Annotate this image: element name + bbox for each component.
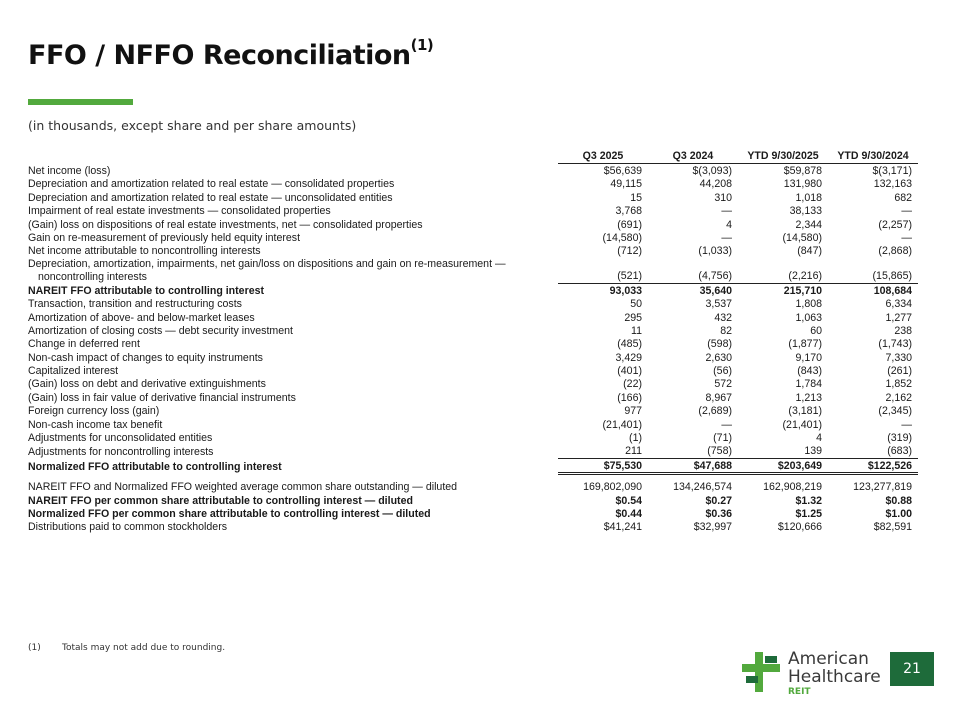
row-label <box>28 404 558 417</box>
cell-value: (319) <box>887 432 912 445</box>
row-label-text: Adjustments for noncontrolling interests <box>28 445 214 458</box>
row-label <box>28 311 558 324</box>
cell-value: — <box>901 418 912 431</box>
row-label <box>28 283 558 297</box>
cell-value: 6,334 <box>885 298 912 311</box>
cell-value: (401) <box>617 365 642 378</box>
cell-value: (691) <box>617 218 642 231</box>
cell-value: — <box>721 231 732 244</box>
cell-value: 1,852 <box>885 378 912 391</box>
row-label-text: Impairment of real estate investments — consolidated properties <box>28 205 331 218</box>
header-q3-2024: Q3 2024 <box>648 148 738 164</box>
cell-value: (15,865) <box>872 270 912 283</box>
cell-value: (21,401) <box>602 418 642 431</box>
cell-value: — <box>721 418 732 431</box>
footnote <box>28 643 225 653</box>
header-q3-2025: Q3 2025 <box>558 148 648 164</box>
row-label <box>28 431 558 444</box>
table-row <box>28 231 918 244</box>
cell-value: 4 <box>816 432 822 445</box>
row-label <box>28 204 558 217</box>
logo-line-3: REIT <box>788 687 811 697</box>
cell-value: (261) <box>887 365 912 378</box>
cell-value: 35,640 <box>648 283 738 297</box>
row-label-text: Amortization of above- and below-market leases <box>28 311 255 324</box>
subtitle: (in thousands, except share and per share amounts) <box>28 118 357 133</box>
cell-value: (4,756) <box>698 270 732 283</box>
cell-value: (14,580) <box>782 231 822 244</box>
header-ytd-2025: YTD 9/30/2025 <box>738 148 828 164</box>
reconciliation-table <box>28 148 918 534</box>
cell-value: $0.88 <box>885 494 912 507</box>
table-row <box>28 418 918 431</box>
row-label-text: Distributions paid to common stockholders <box>28 521 228 534</box>
cell-value: (521) <box>617 270 642 283</box>
cell-value: — <box>721 205 732 218</box>
table-row <box>28 297 918 310</box>
header-blank <box>28 148 558 164</box>
cell-value: $203,649 <box>738 458 828 473</box>
cell-value: 162,908,219 <box>763 481 822 494</box>
cell-value: (485) <box>617 338 642 351</box>
row-label <box>28 297 558 310</box>
cell-value: 2,344 <box>795 218 822 231</box>
cell-value: 977 <box>624 405 642 418</box>
row-label-text: Capitalized interest <box>28 365 119 378</box>
cell-value: 60 <box>810 324 822 337</box>
table-row <box>28 283 918 297</box>
row-label-text: Non-cash impact of changes to equity instruments <box>28 351 263 364</box>
cell-value: $(3,093) <box>692 164 732 177</box>
row-label <box>28 474 558 494</box>
cell-value: $0.44 <box>615 507 642 520</box>
footnote-mark: (1) <box>28 643 41 653</box>
company-logo <box>740 650 880 698</box>
cell-value: 11 <box>631 324 642 337</box>
cell-value: (683) <box>887 445 912 458</box>
cell-value: (22) <box>623 378 642 391</box>
cell-value: (1,743) <box>878 338 912 351</box>
page-title <box>28 36 434 71</box>
row-label <box>28 177 558 190</box>
row-label-text: (Gain) loss on dispositions of real estate investments, net — consolidated properties <box>28 218 423 231</box>
row-label-text: Adjustments for unconsolidated entities <box>28 432 213 445</box>
row-label <box>28 218 558 231</box>
row-label <box>28 191 558 204</box>
row-label <box>28 444 558 458</box>
cell-value: — <box>901 205 912 218</box>
table-row <box>28 494 918 507</box>
row-label-text: NAREIT FFO attributable to controlling interest <box>28 284 265 297</box>
row-label <box>28 507 558 520</box>
cell-value: 169,802,090 <box>583 481 642 494</box>
table-row <box>28 324 918 337</box>
page-number: 21 <box>890 652 934 686</box>
row-label-text: Net income (loss) <box>28 164 111 177</box>
table-row <box>28 311 918 324</box>
cell-value: (758) <box>707 445 732 458</box>
row-label-text: Non-cash income tax benefit <box>28 418 163 431</box>
table-row <box>28 404 918 417</box>
cell-value: 1,277 <box>885 311 912 324</box>
row-label-text: NAREIT FFO and Normalized FFO weighted average common share outstanding — diluted <box>28 481 458 494</box>
cell-value: (166) <box>617 391 642 404</box>
cell-value: 93,033 <box>558 283 648 297</box>
cell-value: (2,868) <box>878 245 912 258</box>
cell-value: (598) <box>707 338 732 351</box>
table-row <box>28 520 918 533</box>
cell-value: (21,401) <box>782 418 822 431</box>
row-label-continuation: noncontrolling interests <box>38 270 147 283</box>
cell-value: 432 <box>714 311 732 324</box>
cell-value: $1.25 <box>795 507 822 520</box>
cell-value: 123,277,819 <box>853 481 912 494</box>
row-label <box>28 244 558 257</box>
cell-value: 1,063 <box>795 311 822 324</box>
cell-value: 38,133 <box>789 205 822 218</box>
cell-value: 3,537 <box>705 298 732 311</box>
cell-value: (71) <box>713 432 732 445</box>
cell-value: 1,784 <box>795 378 822 391</box>
cell-value: 572 <box>714 378 732 391</box>
cell-value: 1,808 <box>795 298 822 311</box>
cell-value: $47,688 <box>648 458 738 473</box>
footnote-text: Totals may not add due to rounding. <box>62 643 226 653</box>
cell-value: 215,710 <box>738 283 828 297</box>
cell-value: 238 <box>894 324 912 337</box>
cell-value: 1,018 <box>795 191 822 204</box>
table-row <box>28 364 918 377</box>
cell-value: 139 <box>804 445 822 458</box>
row-label-text: Normalized FFO attributable to controlling interest <box>28 461 282 474</box>
row-label <box>28 164 558 178</box>
cell-value: (847) <box>797 245 822 258</box>
row-label <box>28 337 558 350</box>
cell-value: $59,878 <box>783 164 822 177</box>
row-label-text: Foreign currency loss (gain) <box>28 405 160 418</box>
row-label <box>28 258 558 284</box>
cross-mark-icon <box>740 650 782 694</box>
table-row <box>28 244 918 257</box>
table-row <box>28 391 918 404</box>
cell-value: (1) <box>629 432 642 445</box>
table-row <box>28 507 918 520</box>
row-label-text: Net income attributable to noncontrolling interests <box>28 245 261 258</box>
header-ytd-2024: YTD 9/30/2024 <box>828 148 918 164</box>
cell-value: 3,429 <box>615 351 642 364</box>
cell-value: $82,591 <box>873 521 912 534</box>
row-label <box>28 494 558 507</box>
cell-value: 15 <box>630 191 642 204</box>
row-label-text: Change in deferred rent <box>28 338 140 351</box>
cell-value: (2,345) <box>878 405 912 418</box>
cell-value: $32,997 <box>693 521 732 534</box>
cell-value: 44,208 <box>699 178 732 191</box>
cell-value: (2,689) <box>698 405 732 418</box>
cell-value: $0.27 <box>705 494 732 507</box>
table-row <box>28 474 918 494</box>
row-label-text: Transaction, transition and restructuring costs <box>28 298 242 311</box>
logo-text <box>788 650 881 698</box>
row-label <box>28 231 558 244</box>
cell-value: 4 <box>726 218 732 231</box>
title-accent-bar <box>28 99 133 105</box>
cell-value: (2,257) <box>878 218 912 231</box>
cell-value: 132,163 <box>873 178 912 191</box>
cell-value: (2,216) <box>788 270 822 283</box>
cell-value: $75,530 <box>558 458 648 473</box>
cell-value: 82 <box>720 324 732 337</box>
row-label-text: (Gain) loss on debt and derivative extinguishments <box>28 378 266 391</box>
cell-value: $0.36 <box>705 507 732 520</box>
cell-value: (56) <box>713 365 732 378</box>
row-label <box>28 324 558 337</box>
row-label-text: (Gain) loss in fair value of derivative financial instruments <box>28 391 296 404</box>
cell-value: (1,877) <box>788 338 822 351</box>
cell-value: 49,115 <box>610 178 642 191</box>
cell-value: $(3,171) <box>872 164 912 177</box>
row-label-text: Depreciation and amortization related to real estate — unconsolidated entities <box>28 191 393 204</box>
row-label <box>28 418 558 431</box>
table-row <box>28 218 918 231</box>
cell-value: $0.54 <box>615 494 642 507</box>
cell-value: 134,246,574 <box>673 481 732 494</box>
row-label <box>28 391 558 404</box>
cell-value: 295 <box>624 311 642 324</box>
title-footnote-mark: (1) <box>410 36 434 54</box>
table-row <box>28 258 918 284</box>
table-row <box>28 177 918 190</box>
cell-value: — <box>901 231 912 244</box>
cell-value: 50 <box>630 298 642 311</box>
row-label-text: Normalized FFO per common share attributable to controlling interest — diluted <box>28 507 431 520</box>
cell-value: 2,162 <box>885 391 912 404</box>
table-header-row <box>28 148 918 164</box>
table-row <box>28 458 918 473</box>
table-row <box>28 204 918 217</box>
row-label-text: Gain on re-measurement of previously held equity interest <box>28 231 301 244</box>
row-label-text: Amortization of closing costs — debt security investment <box>28 324 293 337</box>
cell-value: $56,639 <box>603 164 642 177</box>
row-label <box>28 351 558 364</box>
row-label <box>28 458 558 473</box>
table-row <box>28 377 918 390</box>
cell-value: 2,630 <box>705 351 732 364</box>
row-label <box>28 520 558 533</box>
cell-value: (712) <box>617 245 642 258</box>
cell-value: $1.32 <box>795 494 822 507</box>
row-label-text: Depreciation, amortization, impairments, net gain/loss on dispositions and gain on re-measurement — <box>28 258 506 271</box>
table-row <box>28 191 918 204</box>
cell-value: 310 <box>714 191 732 204</box>
cell-value: 682 <box>894 191 912 204</box>
row-label <box>28 377 558 390</box>
cell-value: (1,033) <box>698 245 732 258</box>
row-label <box>28 364 558 377</box>
cell-value: 211 <box>625 445 642 458</box>
cell-value: $122,526 <box>828 458 918 473</box>
cell-value: 9,170 <box>795 351 822 364</box>
logo-line-2: Healthcare <box>788 667 881 687</box>
row-label-text: NAREIT FFO per common share attributable to controlling interest — diluted <box>28 494 413 507</box>
cell-value: 7,330 <box>885 351 912 364</box>
cell-value: 108,684 <box>828 283 918 297</box>
cell-value: (14,580) <box>602 231 642 244</box>
table-row <box>28 164 918 178</box>
cell-value: $120,666 <box>777 521 822 534</box>
cell-value: $1.00 <box>885 507 912 520</box>
cell-value: (843) <box>797 365 822 378</box>
table-row <box>28 431 918 444</box>
logo-line-1: American <box>788 649 869 669</box>
cell-value: 8,967 <box>705 391 732 404</box>
table-row <box>28 337 918 350</box>
cell-value: 1,213 <box>795 391 822 404</box>
cell-value: $41,241 <box>603 521 642 534</box>
table-row <box>28 351 918 364</box>
row-label-text: Depreciation and amortization related to real estate — consolidated properties <box>28 178 395 191</box>
table-row <box>28 444 918 458</box>
title-text: FFO / NFFO Reconciliation <box>28 40 411 71</box>
cell-value: 131,980 <box>783 178 822 191</box>
cell-value: (3,181) <box>788 405 822 418</box>
cell-value: 3,768 <box>615 205 642 218</box>
